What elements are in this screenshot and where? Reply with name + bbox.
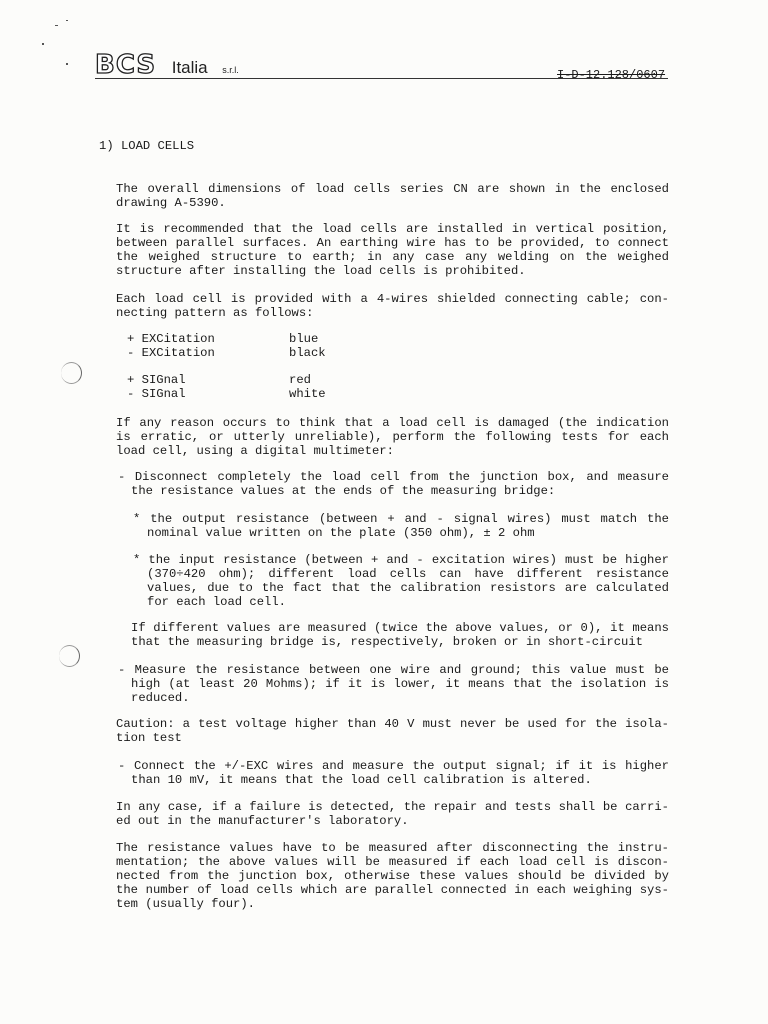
wiring-color: red (289, 373, 311, 387)
wiring-color: white (289, 387, 326, 401)
scan-speck (42, 43, 44, 45)
scan-speck (66, 20, 68, 21)
document-reference: I-D-12.128/0607 (557, 68, 666, 82)
wiring-row (127, 387, 186, 401)
wiring-signal: + EXCitation (127, 332, 215, 346)
company-logo (95, 50, 239, 80)
logo-bcs: BCS (95, 50, 157, 80)
check-input-resistance: * the input resistance (between + and - excitation wires) must be higher (370÷420 ohm); different load cells can have different resistance values, due to the fact that the calibration resistors are calculated for each load cell. (133, 553, 669, 609)
wiring-color: black (289, 346, 326, 360)
punch-hole (61, 362, 82, 384)
paragraph-dimensions: The overall dimensions of load cells series CN are shown in the enclosed drawing A-5390. (116, 182, 669, 210)
paragraph-damage: If any reason occurs to think that a load cell is damaged (the indication is erratic, or utterly unreliable), perform the following tests for each load cell, using a digital multimeter: (116, 416, 669, 458)
scan-speck (55, 25, 58, 26)
wiring-signal: + SIGnal (127, 373, 186, 387)
header-rule (95, 78, 668, 79)
logo-italia: Italia (171, 58, 208, 77)
paragraph-different-values: If different values are measured (twice the above values, or 0), it means that the measuring bridge is, respectively, broken or in short-circuit (131, 621, 669, 649)
wiring-row (127, 346, 215, 360)
paragraph-cable: Each load cell is provided with a 4-wires shielded connecting cable; con-necting pattern as follows: (116, 292, 669, 320)
paragraph-resistance-values: The resistance values have to be measured after disconnecting the instru-mentation; the above values will be measured if each load cell is discon-nected from the junction box, otherwise these values should be divided by the number of load cells which are parallel connected in each weighing sys-tem (usually four). (116, 841, 669, 911)
wiring-signal: - EXCitation (127, 346, 215, 360)
wiring-row (127, 373, 186, 387)
scan-speck (66, 63, 68, 65)
wiring-row (127, 332, 215, 346)
punch-hole (59, 645, 80, 667)
paragraph-installation: It is recommended that the load cells are installed in vertical position, between parallel surfaces. An earthing wire has to be provided, to connect the weighed structure to earth; in any case any welding on the weighed structure after installing the load cells is prohibited. (116, 222, 669, 278)
section-title: 1) LOAD CELLS (99, 139, 195, 153)
logo-srl: s.r.l. (222, 65, 239, 75)
step-ground-resistance: - Measure the resistance between one wire and ground; this value must be high (at least 20 Mohms); if it is lower, it means that the isolation is reduced. (118, 663, 669, 705)
wiring-signal: - SIGnal (127, 387, 186, 401)
check-output-resistance: * the output resistance (between + and - signal wires) must match the nominal value written on the plate (350 ohm), ± 2 ohm (133, 512, 669, 540)
paragraph-failure: In any case, if a failure is detected, the repair and tests shall be carri-ed out in the manufacturer's laboratory. (116, 800, 669, 828)
wiring-color: blue (289, 332, 319, 346)
step-disconnect: - Disconnect completely the load cell from the junction box, and measure the resistance values at the ends of the measuring bridge: (118, 470, 669, 498)
step-output-signal: - Connect the +/-EXC wires and measure the output signal; if it is higher than 10 mV, it means that the load cell calibration is altered. (118, 759, 669, 787)
caution-note: Caution: a test voltage higher than 40 V must never be used for the isola-tion test (116, 717, 669, 745)
